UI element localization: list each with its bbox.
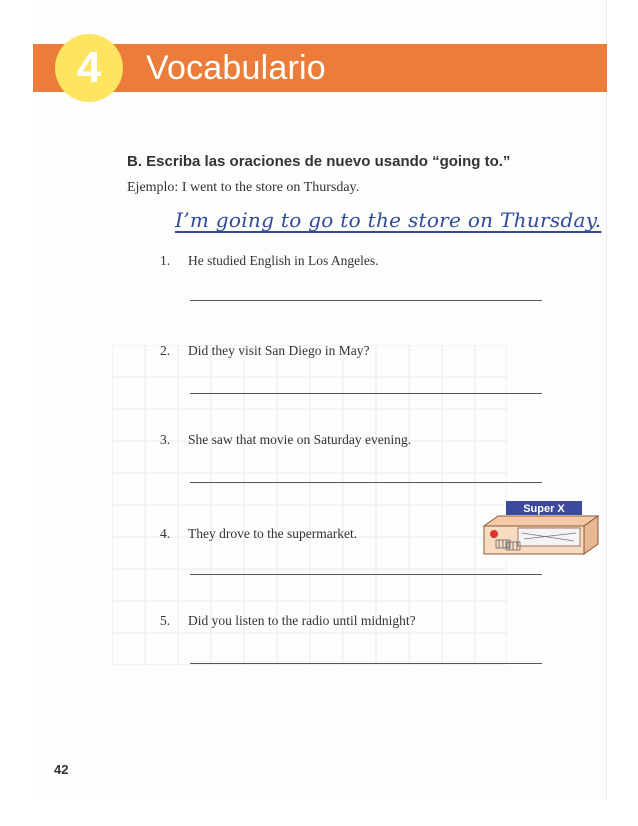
item-number: 5.: [160, 613, 171, 628]
item-sentence: They drove to the supermarket.: [188, 526, 358, 541]
answer-line-3[interactable]: [190, 482, 542, 483]
exercise-item-4: [160, 526, 357, 542]
answer-line-5[interactable]: [190, 663, 542, 664]
item-sentence: She saw that movie on Saturday evening.: [188, 432, 412, 447]
answer-line-2[interactable]: [190, 393, 542, 394]
page-title: Vocabulario: [146, 49, 326, 87]
store-roof: [484, 516, 598, 526]
apple-icon: [490, 530, 498, 538]
item-number: 4.: [160, 526, 171, 541]
answer-line-1[interactable]: [190, 300, 542, 301]
exercise-instructions: B. Escriba las oraciones de nuevo usando “going to.”: [127, 153, 511, 170]
answer-line-4[interactable]: [190, 574, 542, 575]
example-answer: I’m going to go to the store on Thursday.: [175, 208, 602, 232]
store-sign-text: Super X: [523, 503, 565, 515]
item-sentence: Did they visit San Diego in May?: [188, 343, 370, 358]
exercise-item-5: [160, 613, 416, 629]
item-sentence: Did you listen to the radio until midnight?: [188, 613, 416, 628]
page-number: 42: [54, 762, 69, 777]
supermarket-illustration: [478, 500, 608, 560]
item-number: 1.: [160, 253, 171, 268]
example-prompt: Ejemplo: I went to the store on Thursday.: [127, 180, 360, 195]
unit-number: 4: [76, 43, 102, 92]
item-number: 2.: [160, 343, 171, 358]
exercise-item-1: [160, 253, 378, 269]
item-sentence: He studied English in Los Angeles.: [188, 253, 379, 268]
item-number: 3.: [160, 432, 171, 447]
exercise-item-2: [160, 343, 369, 359]
exercise-item-3: [160, 432, 411, 448]
